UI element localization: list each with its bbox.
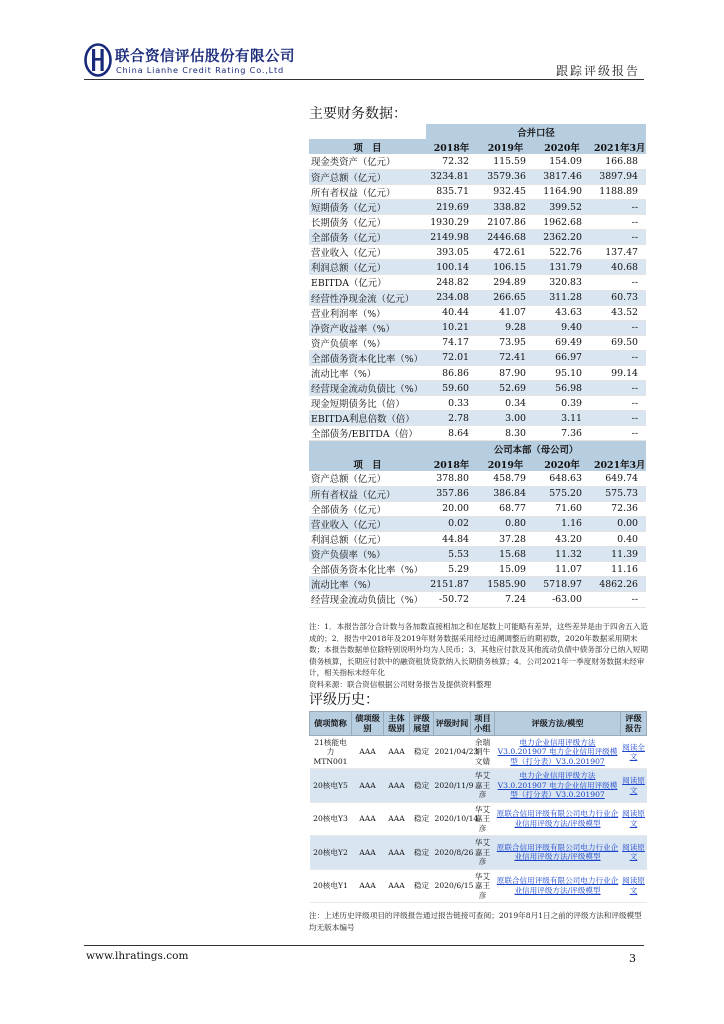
cell-name: 20核电Y2 [310, 836, 352, 869]
cell-value: 266.65 [477, 290, 534, 305]
row-label: 资产负债率（%） [309, 335, 426, 350]
cell-value: 3897.94 [590, 169, 646, 184]
row-label: 营业收入（亿元） [309, 245, 426, 260]
cell-outlook: 稳定 [410, 802, 434, 835]
cell-bond: AAA [352, 869, 384, 902]
cell-value: 575.20 [534, 486, 590, 501]
cell-outlook: 稳定 [410, 836, 434, 869]
table-row [309, 501, 646, 516]
cell-value: 11.16 [590, 562, 646, 577]
table-row [309, 260, 646, 275]
table-row [310, 836, 647, 869]
row-label: 经营现金流动负债比（%） [309, 381, 426, 396]
cell-value: 294.89 [477, 275, 534, 290]
cell-value: 0.33 [426, 396, 477, 411]
cell-value: 115.59 [477, 154, 534, 169]
column-header: 评级方法/模型 [495, 712, 621, 736]
row-label: 经营性净现金流（亿元） [309, 290, 426, 305]
footer-divider [84, 945, 644, 946]
cell-value: 932.45 [477, 184, 534, 199]
cell-value: 37.28 [477, 532, 534, 547]
row-label: 流动比率（%） [309, 577, 426, 592]
source-text: 资料来源：联合资信根据公司财务报告及提供资料整理 [309, 679, 492, 689]
cell-value: 11.32 [534, 547, 590, 562]
cell-value: -- [590, 396, 646, 411]
row-label: 全部债务（亿元） [309, 230, 426, 245]
cell-team: 华艾嘉王彦 [471, 836, 495, 869]
cell-value: 43.63 [534, 305, 590, 320]
row-label: EBITDA（亿元） [309, 275, 426, 290]
row-label: EBITDA利息倍数（倍） [309, 411, 426, 426]
cell-value: 166.88 [590, 154, 646, 169]
row-label: 资产负债率（%） [309, 547, 426, 562]
row-label: 全部债务资本化比率（%） [309, 562, 426, 577]
table-row [309, 154, 646, 169]
cell-value: -- [590, 215, 646, 230]
rating-history-table [309, 711, 647, 903]
report-type: 跟踪评级报告 [555, 64, 640, 78]
method-link[interactable]: 电力企业信用评级方法V3.0.201907 电力企业信用评级模型（打分表）V3.0.201907 [495, 769, 621, 802]
cell-value: 3.11 [534, 411, 590, 426]
cell-issuer: AAA [384, 836, 410, 869]
cell-value: 2.78 [426, 411, 477, 426]
cell-value: 8.64 [426, 426, 477, 441]
cell-value: 0.00 [590, 516, 646, 531]
cell-value: 71.60 [534, 501, 590, 516]
cell-value: 378.80 [426, 471, 477, 486]
row-label: 全部债务（亿元） [309, 501, 426, 516]
cell-value: -- [590, 350, 646, 365]
cell-value: 472.61 [477, 245, 534, 260]
cell-value: 1585.90 [477, 577, 534, 592]
cell-value: 7.36 [534, 426, 590, 441]
cell-value: 0.34 [477, 396, 534, 411]
cell-value: 0.40 [590, 532, 646, 547]
cell-value: 7.24 [477, 592, 534, 607]
cell-value: 86.86 [426, 366, 477, 381]
cell-value: 2151.87 [426, 577, 477, 592]
header-cell [309, 441, 426, 456]
cell-value: 2149.98 [426, 230, 477, 245]
cell-team: 华艾嘉王彦 [471, 802, 495, 835]
cell-value: 74.17 [426, 335, 477, 350]
table-row [309, 592, 646, 607]
table-row [309, 350, 646, 365]
cell-value: 234.08 [426, 290, 477, 305]
cell-bond: AAA [352, 836, 384, 869]
cell-value: 40.44 [426, 305, 477, 320]
cell-value: 399.52 [534, 199, 590, 214]
cell-value: 1930.29 [426, 215, 477, 230]
cell-outlook: 稳定 [410, 736, 434, 769]
cell-value: 357.86 [426, 486, 477, 501]
cell-value: 386.84 [477, 486, 534, 501]
cell-value: -- [590, 592, 646, 607]
row-label: 全部债务资本化比率（%） [309, 350, 426, 365]
row-label: 净资产收益率（%） [309, 320, 426, 335]
table-row [309, 230, 646, 245]
table-row [309, 366, 646, 381]
header-cell: 2018年 [426, 139, 477, 154]
cell-team: 华艾嘉王彦 [471, 869, 495, 902]
row-label: 长期债务（亿元） [309, 215, 426, 230]
method-link[interactable]: 电力企业信用评级方法V3.0.201907 电力企业信用评级模型（打分表）V3.0.201907 [495, 736, 621, 769]
cell-value: 41.07 [477, 305, 534, 320]
cell-value: 72.32 [426, 154, 477, 169]
cell-value: 338.82 [477, 199, 534, 214]
cell-value: 3.00 [477, 411, 534, 426]
cell-value: 40.68 [590, 260, 646, 275]
company-name-en: China Lianhe Credit Rating Co.,Ltd [116, 65, 285, 75]
header-cell: 2019年 [477, 139, 534, 154]
row-label: 营业利润率（%） [309, 305, 426, 320]
cell-date: 2020/11/9 [434, 769, 471, 802]
cell-value: 3579.36 [477, 169, 534, 184]
header-cell: 项 目 [309, 139, 426, 154]
table-row [309, 516, 646, 531]
cell-value: 56.98 [534, 381, 590, 396]
cell-value: 9.40 [534, 320, 590, 335]
table-row [309, 245, 646, 260]
table-row [310, 736, 647, 769]
cell-value: -63.00 [534, 592, 590, 607]
cell-issuer: AAA [384, 736, 410, 769]
table-row [309, 532, 646, 547]
cell-value: 72.01 [426, 350, 477, 365]
consolidated-section-heading [309, 124, 646, 139]
financial-data-note [309, 621, 649, 691]
cell-value: 5.29 [426, 562, 477, 577]
header-cell: 合并口径 [426, 124, 646, 139]
cell-value: 2446.68 [477, 230, 534, 245]
cell-value: 320.83 [534, 275, 590, 290]
rating-history-note: 注：上述历史评级项目的评级报告通过报告链接可查阅；2019年8月1日之前的评级方法和评级模型均无版本编号 [309, 911, 642, 932]
cell-value: 87.90 [477, 366, 534, 381]
cell-value: 648.63 [534, 471, 590, 486]
row-label: 现金类资产（亿元） [309, 154, 426, 169]
cell-value: 15.68 [477, 547, 534, 562]
cell-value: 60.73 [590, 290, 646, 305]
header-cell: 2019年 [477, 456, 534, 471]
row-label: 所有者权益（亿元） [309, 184, 426, 199]
cell-value: 43.20 [534, 532, 590, 547]
row-label: 资产总额（亿元） [309, 169, 426, 184]
cell-value: -50.72 [426, 592, 477, 607]
column-header: 项目小组 [471, 712, 495, 736]
table-row [309, 547, 646, 562]
cell-value: 393.05 [426, 245, 477, 260]
table-row [309, 562, 646, 577]
column-header: 债项级别 [352, 712, 384, 736]
cell-value: 5718.97 [534, 577, 590, 592]
header-cell [309, 124, 426, 139]
cell-value: 137.47 [590, 245, 646, 260]
header-cell: 2021年3月 [590, 456, 646, 471]
method-link[interactable]: 原联合信用评级有限公司电力行业企业信用评级方法/评级模型 [495, 836, 621, 869]
cell-value: -- [590, 320, 646, 335]
cell-value: 575.73 [590, 486, 646, 501]
cell-value: 11.07 [534, 562, 590, 577]
cell-value: 0.80 [477, 516, 534, 531]
cell-bond: AAA [352, 736, 384, 769]
cell-issuer: AAA [384, 769, 410, 802]
method-link[interactable]: 原联合信用评级有限公司电力行业企业信用评级方法/评级模型 [495, 869, 621, 902]
cell-value: 69.49 [534, 335, 590, 350]
cell-date: 2020/10/14 [434, 802, 471, 835]
cell-value: 66.97 [534, 350, 590, 365]
cell-value: 2107.86 [477, 215, 534, 230]
cell-value: 5.53 [426, 547, 477, 562]
header-cell: 项 目 [309, 456, 426, 471]
table-row [309, 169, 646, 184]
column-header: 评级时间 [434, 712, 471, 736]
cell-value: -- [590, 426, 646, 441]
cell-date: 2020/8/26 [434, 836, 471, 869]
cell-value: 311.28 [534, 290, 590, 305]
cell-value: 20.00 [426, 501, 477, 516]
table-row [309, 335, 646, 350]
consolidated-header-row [309, 139, 646, 154]
row-label: 流动比率（%） [309, 366, 426, 381]
cell-name: 20核电Y1 [310, 869, 352, 902]
cell-outlook: 稳定 [410, 869, 434, 902]
cell-value: 0.02 [426, 516, 477, 531]
financial-data-table [309, 124, 646, 608]
cell-date: 2021/04/23 [434, 736, 471, 769]
cell-value: 72.36 [590, 501, 646, 516]
row-label: 短期债务（亿元） [309, 199, 426, 214]
lianhe-logo-icon [84, 43, 112, 77]
cell-value: 1.16 [534, 516, 590, 531]
header-cell: 公司本部（母公司） [426, 441, 646, 456]
cell-value: -- [590, 230, 646, 245]
row-label: 营业收入（亿元） [309, 516, 426, 531]
cell-name: 21核能电力MTN001 [310, 736, 352, 769]
cell-outlook: 稳定 [410, 769, 434, 802]
cell-value: 1188.89 [590, 184, 646, 199]
cell-name: 20核电Y3 [310, 802, 352, 835]
report-link[interactable]: 阅读原文 [621, 769, 647, 802]
cell-value: 0.39 [534, 396, 590, 411]
cell-value: 4862.26 [590, 577, 646, 592]
report-link[interactable]: 阅读原文 [621, 802, 647, 835]
row-label: 利润总额（亿元） [309, 532, 426, 547]
table-row [309, 305, 646, 320]
report-link[interactable]: 阅读原文 [621, 869, 647, 902]
cell-value: 100.14 [426, 260, 477, 275]
report-link[interactable]: 阅读全文 [621, 736, 647, 769]
cell-value: 59.60 [426, 381, 477, 396]
cell-value: 219.69 [426, 199, 477, 214]
table-row [309, 215, 646, 230]
table-row [309, 486, 646, 501]
method-link[interactable]: 原联合信用评级有限公司电力行业企业信用评级方法/评级模型 [495, 802, 621, 835]
cell-value: 248.82 [426, 275, 477, 290]
column-header: 主体级别 [384, 712, 410, 736]
company-name-cn: 联合资信评估股份有限公司 [115, 49, 295, 65]
row-label: 所有者权益（亿元） [309, 486, 426, 501]
cell-value: 3817.46 [534, 169, 590, 184]
cell-value: 15.09 [477, 562, 534, 577]
cell-date: 2020/6/15 [434, 869, 471, 902]
cell-value: 522.76 [534, 245, 590, 260]
cell-value: 835.71 [426, 184, 477, 199]
footer-website[interactable]: www.lhratings.com [86, 950, 189, 962]
cell-value: 52.69 [477, 381, 534, 396]
table-row [309, 396, 646, 411]
cell-value: 1164.90 [534, 184, 590, 199]
column-header: 评级报告 [621, 712, 647, 736]
column-header: 债项简称 [310, 712, 352, 736]
header-cell: 2020年 [534, 139, 590, 154]
header-cell: 2018年 [426, 456, 477, 471]
table-row [310, 769, 647, 802]
table-row [309, 426, 646, 441]
cell-value: 1962.68 [534, 215, 590, 230]
cell-value: -- [590, 411, 646, 426]
table-row [309, 471, 646, 486]
table-row [309, 577, 646, 592]
cell-value: 69.50 [590, 335, 646, 350]
cell-value: 68.77 [477, 501, 534, 516]
row-label: 资产总额（亿元） [309, 471, 426, 486]
financial-data-title: 主要财务数据： [309, 106, 407, 122]
parent-section-heading [309, 441, 646, 456]
cell-name: 20核电Y5 [310, 769, 352, 802]
cell-value: 2362.20 [534, 230, 590, 245]
cell-value: -- [590, 381, 646, 396]
cell-issuer: AAA [384, 802, 410, 835]
cell-value: 95.10 [534, 366, 590, 381]
cell-value: 11.39 [590, 547, 646, 562]
row-label: 利润总额（亿元） [309, 260, 426, 275]
cell-bond: AAA [352, 769, 384, 802]
table-row [309, 381, 646, 396]
column-header: 评级展望 [410, 712, 434, 736]
cell-value: 9.28 [477, 320, 534, 335]
table-row [309, 411, 646, 426]
table-row [310, 869, 647, 902]
cell-value: 3234.81 [426, 169, 477, 184]
cell-value: 73.95 [477, 335, 534, 350]
row-label: 现金短期债务比（倍） [309, 396, 426, 411]
cell-value: 44.84 [426, 532, 477, 547]
row-label: 经营现金流动负债比（%） [309, 592, 426, 607]
table-row [309, 199, 646, 214]
cell-bond: AAA [352, 802, 384, 835]
report-link[interactable]: 阅读原文 [621, 836, 647, 869]
cell-value: 131.79 [534, 260, 590, 275]
page-number: 3 [629, 952, 636, 965]
cell-value: 458.79 [477, 471, 534, 486]
note-text: 注：1．本报告部分合计数与各加数直接相加之和在尾数上可能略有差异，这些差异是由于四舍五入造成的；2．报告中2018年及2019年财务数据采用经过追溯调整后的期初数，2020年数据采用期末数；本报告数据单位除特别说明外均为人民币；3．其他应付款及其他流动负债中债务部分已纳入短期债务核算，长期应付款中的融资租赁贷款纳入长期债务核算；4．公司2021年一季度财务数据未经审计，相关指标未经年化 [309, 622, 648, 678]
cell-value: 10.21 [426, 320, 477, 335]
table-row [309, 184, 646, 199]
parent-header-row [309, 456, 646, 471]
rating-history-title: 评级历史： [309, 692, 379, 708]
row-label: 全部债务/EBITDA（倍） [309, 426, 426, 441]
table-row [309, 275, 646, 290]
cell-issuer: AAA [384, 869, 410, 902]
cell-value: 649.74 [590, 471, 646, 486]
table-row [309, 290, 646, 305]
cell-value: 99.14 [590, 366, 646, 381]
cell-team: 余瑞娟牛文婧 [471, 736, 495, 769]
cell-value: 43.52 [590, 305, 646, 320]
table-row [310, 802, 647, 835]
cell-value: -- [590, 199, 646, 214]
cell-value: 154.09 [534, 154, 590, 169]
cell-value: -- [590, 275, 646, 290]
page-header [84, 40, 644, 80]
cell-value: 8.30 [477, 426, 534, 441]
cell-value: 106.15 [477, 260, 534, 275]
header-cell: 2020年 [534, 456, 590, 471]
table-row [309, 320, 646, 335]
cell-value: 72.41 [477, 350, 534, 365]
header-cell: 2021年3月 [590, 139, 646, 154]
cell-team: 华艾嘉王彦 [471, 769, 495, 802]
